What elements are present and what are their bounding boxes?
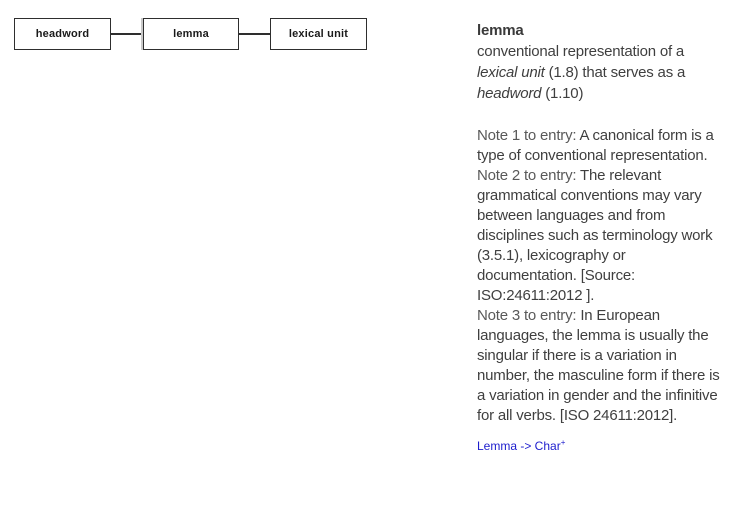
connector-headword-lemma xyxy=(111,33,143,35)
note-1 xyxy=(477,126,720,166)
diagram-box-headword[interactable] xyxy=(14,18,111,50)
lemma-char-formula-link[interactable] xyxy=(477,439,720,454)
entry-term: lemma xyxy=(477,22,524,39)
definition-text-1: conventional representation of a xyxy=(477,43,685,60)
note-2-label: Note 2 to entry: xyxy=(477,167,577,184)
definition-text-3: (1.10) xyxy=(541,85,584,102)
concept-diagram xyxy=(0,0,470,70)
definition-ref-lexical-unit: lexical unit xyxy=(477,64,545,81)
note-2-text: The relevant grammatical conventions may vary between languages and from disciplines such as terminology work (3.5.1), lexicography or documentation. [Source: ISO:24611:2012 ]. xyxy=(477,167,713,304)
note-1-text: A canonical form is a type of conventional representation. xyxy=(477,127,714,164)
diagram-box-lemma-label: lemma xyxy=(173,28,209,40)
note-3-label: Note 3 to entry: xyxy=(477,307,577,324)
entry-notes xyxy=(477,126,720,426)
diagram-box-lexical-unit[interactable] xyxy=(270,18,367,50)
definition-text-2: (1.8) that serves as a xyxy=(544,64,686,81)
entry-definition xyxy=(477,41,720,104)
connector-lemma-lexical-unit xyxy=(239,33,270,35)
formula-superscript-plus: + xyxy=(560,438,566,447)
note-1-label: Note 1 to entry: xyxy=(477,127,577,144)
entry-panel xyxy=(477,20,720,454)
diagram-box-headword-label: headword xyxy=(35,28,90,40)
diagram-box-lemma[interactable] xyxy=(143,18,239,50)
definition-ref-headword: headword xyxy=(477,85,542,102)
formula-text: Lemma -> Char xyxy=(477,439,561,453)
note-2 xyxy=(477,166,720,306)
note-3-text: In European languages, the lemma is usually the singular if there is a variation in number, the masculine form if there is a variation in gender and the infinitive for all verbs. [ISO 24611:2012]. xyxy=(477,307,720,424)
note-3 xyxy=(477,306,720,426)
diagram-box-lexical-unit-label: lexical unit xyxy=(288,28,349,40)
